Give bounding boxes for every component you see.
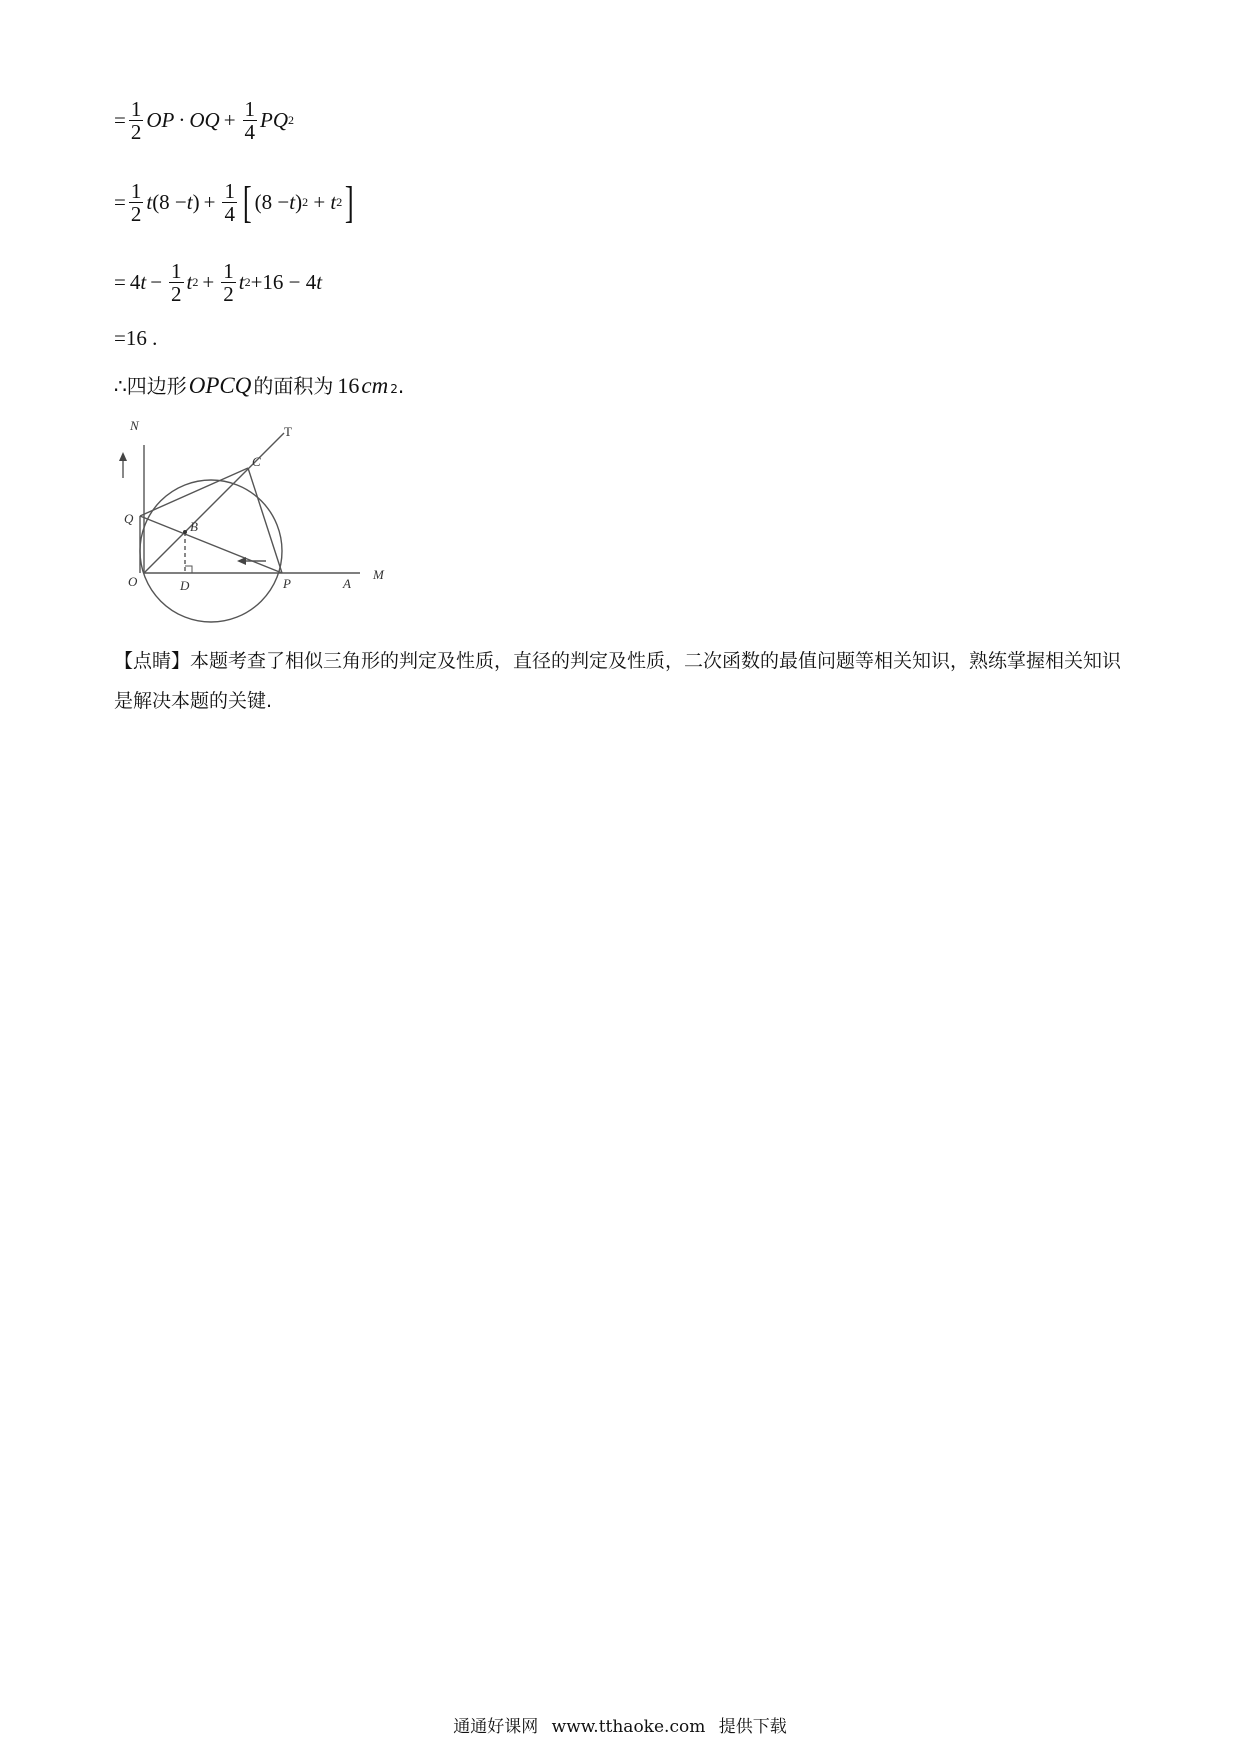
arrowhead-up-icon [119, 452, 127, 461]
fraction: $\frac{1}{2}$ [223, 259, 234, 306]
label-a: A [343, 576, 351, 591]
commentary-note [114, 641, 1134, 721]
right-angle-mark [185, 566, 192, 573]
geometry-figure [118, 410, 398, 640]
arrowhead-left-icon [237, 557, 246, 565]
segment-qc [140, 468, 248, 516]
fraction: $\frac{1}{4}$ [244, 97, 256, 144]
conclusion-line: ∴四边形 OPCQ 的面积为 16 cm 2 . [114, 373, 405, 398]
fraction: $\frac{1}{4}$ [224, 179, 235, 226]
equation-line-3: = 4 t − $\frac{1}{2}$ t 2 + $\frac{1}{2}$ t 2 +16 − 4 t [114, 259, 323, 306]
fraction: $\frac{1}{2}$ [130, 97, 142, 144]
circle [140, 480, 282, 622]
equals-sign: = [114, 108, 126, 132]
quadrilateral-name: OPCQ [188, 373, 252, 398]
note-heading: 【点睛】 [114, 650, 191, 672]
fraction: $\frac{1}{2}$ [130, 179, 142, 226]
label-p: P [283, 576, 291, 591]
equation-line-1: = $\frac{1}{2}$ OP · OQ + $\frac{1}{4}$ PQ 2 [114, 97, 295, 144]
label-t: T [284, 424, 292, 439]
left-bracket: [ [242, 177, 252, 227]
note-text: 本题考查了相似三角形的判定及性质，直径的判定及性质，二次函数的最值问题等相关知识，熟练掌握相关知识是解决本题的关键. [114, 650, 1122, 712]
label-b: B [190, 519, 198, 534]
segment-oq: OQ [189, 108, 220, 132]
equation-line-2: = $\frac{1}{2}$ t (8 − t ) + $\frac{1}{4}$ [ (8 − t ) 2 + t 2 ] [114, 177, 354, 227]
right-bracket: ] [345, 177, 354, 227]
footer-url[interactable]: www.tthaoke.com [551, 1717, 706, 1737]
label-c: C [252, 454, 261, 469]
fraction: $\frac{1}{2}$ [171, 259, 182, 306]
footer-suffix: 提供下载 [718, 1717, 787, 1737]
segment-pq: PQ [260, 108, 289, 132]
segment-cp [248, 468, 282, 573]
equation-line-4: =16 . [114, 326, 158, 350]
label-m: M [373, 567, 384, 582]
label-q: Q [124, 511, 134, 526]
label-n: N [130, 418, 139, 433]
label-d: D [180, 578, 190, 593]
label-o: O [128, 574, 138, 589]
page-footer [0, 1712, 1240, 1737]
segment-op: OP [146, 108, 175, 132]
footer-site-name: 通通好课网 [453, 1717, 539, 1737]
segment-qp [140, 516, 282, 573]
point-b [183, 530, 187, 534]
